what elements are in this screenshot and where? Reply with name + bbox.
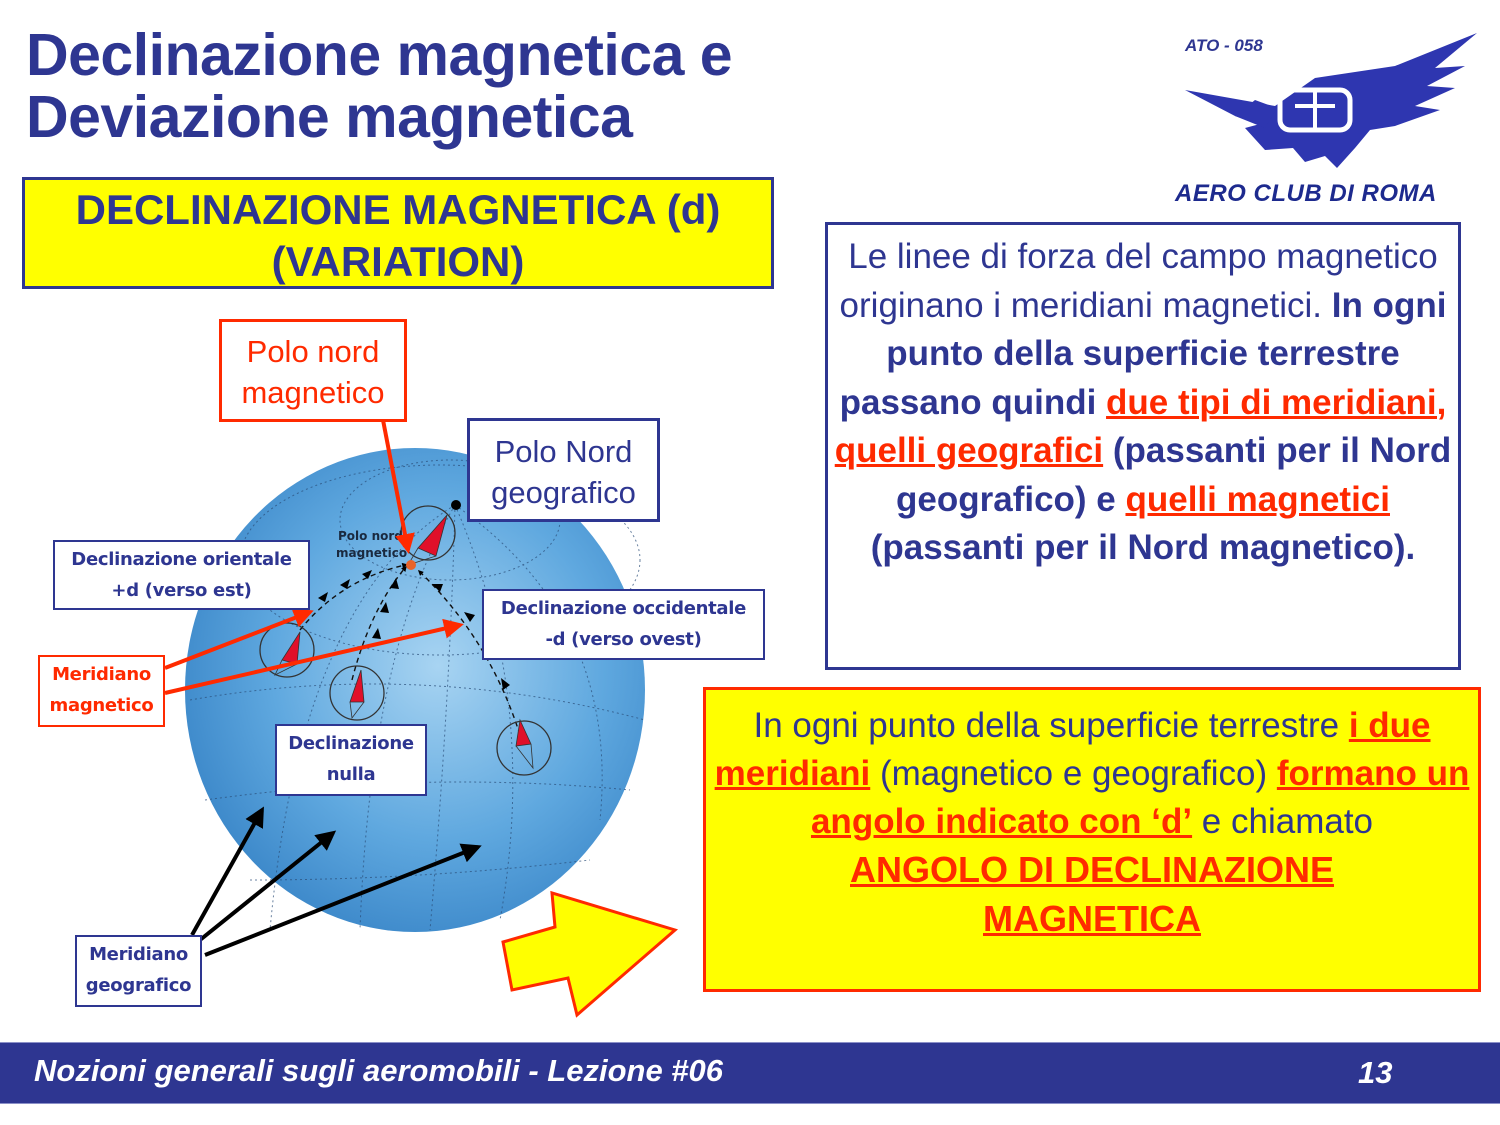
conclusion-term-line-2: MAGNETICA: [983, 898, 1201, 939]
label-line: geografico: [85, 975, 192, 996]
slide-footer: [0, 1042, 1500, 1104]
conclusion-text-highlight: i due meridiani: [714, 706, 1431, 793]
footer-course-title: Nozioni generali sugli aeromobili - Lezione #06: [34, 1053, 724, 1088]
title-line-2: Deviazione magnetica: [26, 84, 633, 150]
aero-club-logo: [1165, 28, 1485, 208]
info-text-bold: (passanti per il Nord geografico) e: [896, 431, 1452, 519]
info-text-box: [825, 222, 1461, 670]
conclusion-text-normal: In ogni punto della superficie terrestre: [753, 706, 1349, 745]
logo-ato-code: ATO - 058: [1185, 36, 1263, 55]
section-heading-line-2: (VARIATION): [271, 238, 525, 285]
logo-club-name: AERO CLUB DI ROMA: [1175, 180, 1437, 207]
geographic-north-pole-label: [467, 418, 660, 522]
info-text-normal: Le linee di forza del campo magnetico originano i meridiani magnetici.: [839, 237, 1438, 325]
label-line: magnetico: [49, 695, 154, 716]
geographic-meridian-label: [75, 935, 202, 1007]
conclusion-text-normal: e chiamato: [1192, 802, 1374, 841]
conclusion-text-highlight: formano un angolo indicato con ‘d’: [810, 754, 1470, 841]
magnetic-north-pole-label: [219, 319, 407, 422]
label-line: magnetico: [241, 375, 385, 410]
magnetic-north-pole-dot: [406, 560, 416, 570]
label-line: +d (verso est): [111, 580, 252, 601]
label-line: Polo Nord: [494, 434, 633, 469]
title-line-1: Declinazione magnetica e: [26, 22, 733, 88]
magnetic-meridian-label: [38, 655, 165, 727]
label-line: Declinazione orientale: [71, 549, 292, 570]
info-text-highlight: quelli magnetici: [1125, 479, 1390, 519]
eagle-logo-icon: [1165, 28, 1485, 178]
label-line: nulla: [326, 764, 376, 785]
info-text-highlight: due tipi di meridiani, quelli geografici: [834, 382, 1447, 470]
label-line: geografico: [491, 475, 636, 510]
globe-pole-label: Polo nord: [338, 529, 403, 543]
info-text-bold: In ogni punto della superficie terrestre passano quindi: [839, 285, 1447, 422]
label-line: Polo nord: [246, 334, 380, 369]
info-text-bold: (passanti per il Nord magnetico).: [870, 528, 1416, 567]
page-number: 13: [1358, 1055, 1393, 1090]
big-yellow-arrow-icon: [503, 893, 675, 1015]
label-line: Declinazione occidentale: [500, 598, 747, 619]
section-heading-box: [22, 177, 774, 289]
null-declination-label: [275, 724, 427, 796]
east-declination-label: [53, 540, 310, 610]
conclusion-text-normal: (magnetico e geografico): [870, 754, 1277, 793]
label-line: Meridiano: [89, 944, 188, 965]
conclusion-box: [703, 687, 1481, 992]
label-line: Declinazione: [288, 733, 414, 754]
slide-title: [26, 24, 826, 148]
section-heading-line-1: DECLINAZIONE MAGNETICA (d): [75, 186, 721, 233]
conclusion-term-line-1: ANGOLO DI DECLINAZIONE: [850, 849, 1334, 890]
label-line: Meridiano: [52, 664, 151, 685]
geographic-north-pole-dot: [451, 500, 461, 510]
globe-pole-label: magnetico: [336, 546, 408, 560]
west-declination-label: [482, 589, 765, 660]
label-line: -d (verso ovest): [545, 629, 702, 650]
